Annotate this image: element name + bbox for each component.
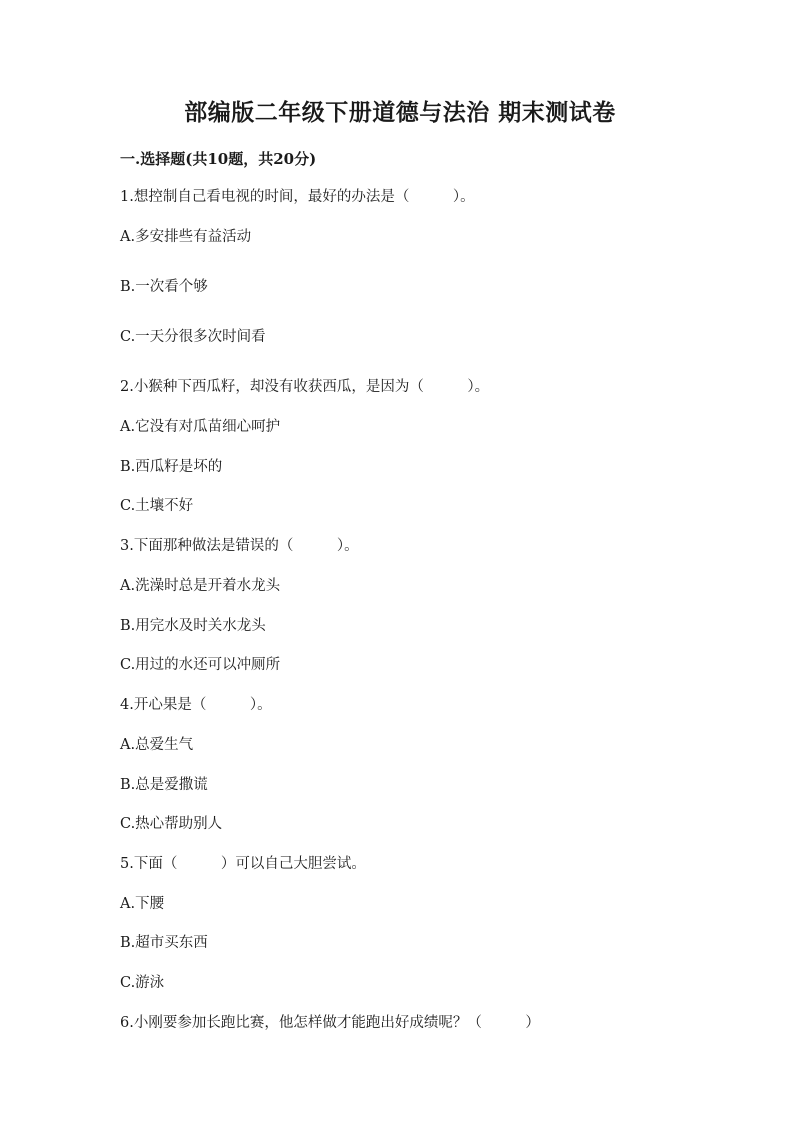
question-stem-3: 3.下面那种做法是错误的（ ）。 [120, 538, 359, 554]
option-2b: B.西瓜籽是坏的 [120, 459, 223, 475]
option-3b: B.用完水及时关水龙头 [120, 618, 266, 634]
question-stem-6: 6.小刚要参加长跑比赛，他怎样做才能跑出好成绩呢？（ ） [120, 1015, 540, 1031]
question-stem-2: 2.小猴种下西瓜籽，却没有收获西瓜，是因为（ ）。 [120, 379, 490, 395]
option-3a: A.洗澡时总是开着水龙头 [120, 578, 281, 594]
option-1b: B.一次看个够 [120, 279, 208, 295]
option-1a: A.多安排些有益活动 [120, 229, 252, 245]
option-2c: C.土壤不好 [120, 498, 194, 514]
option-5a: A.下腰 [120, 896, 165, 912]
option-4a: A.总爱生气 [120, 737, 194, 753]
option-5c: C.游泳 [120, 975, 165, 991]
option-3c: C.用过的水还可以冲厕所 [120, 657, 281, 673]
option-1c: C.一天分很多次时间看 [120, 329, 266, 345]
option-2a: A.它没有对瓜苗细心呵护 [120, 419, 281, 435]
page-title: 部编版二年级下册道德与法治 期末测试卷 [184, 99, 616, 126]
question-stem-4: 4.开心果是（ ）。 [120, 697, 272, 713]
section-heading: 一.选择题(共10题，共20分) [120, 150, 317, 168]
option-4b: B.总是爱撒谎 [120, 777, 208, 793]
option-4c: C.热心帮助别人 [120, 816, 223, 832]
question-stem-1: 1.想控制自己看电视的时间，最好的办法是（ ）。 [120, 189, 475, 205]
question-stem-5: 5.下面（ ）可以自己大胆尝试。 [120, 856, 366, 872]
option-5b: B.超市买东西 [120, 935, 208, 951]
